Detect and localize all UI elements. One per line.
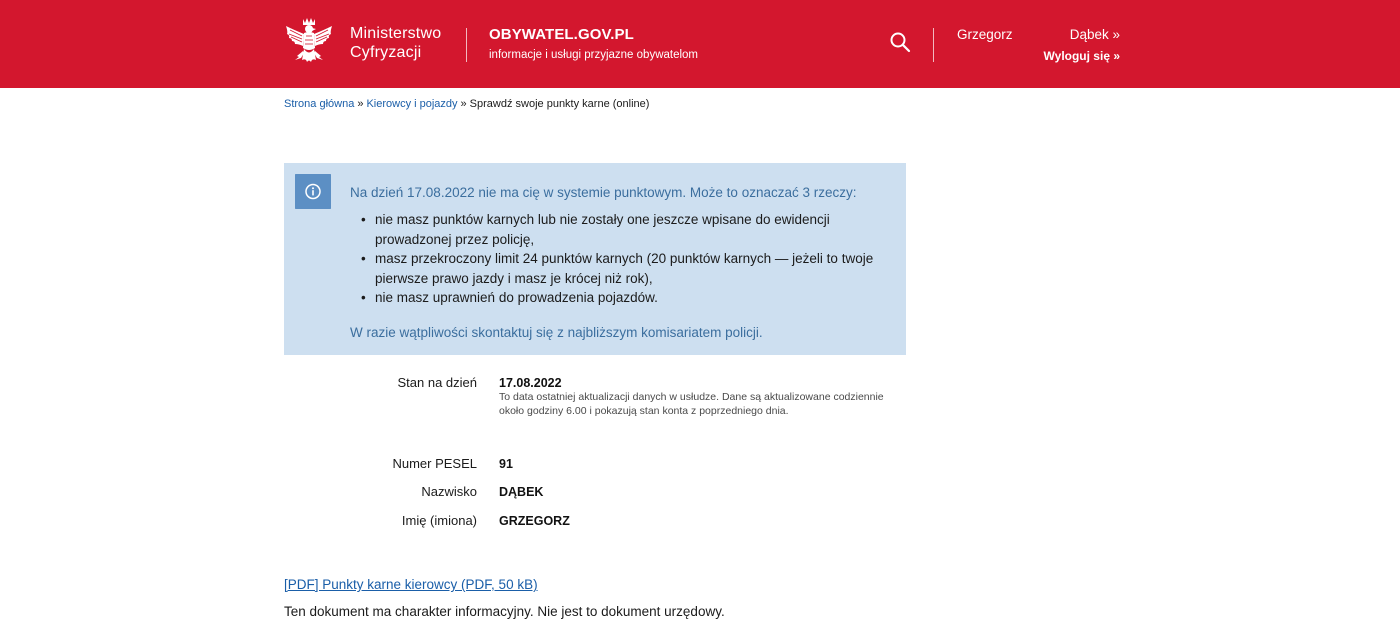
polish-eagle-logo[interactable] [284,16,334,70]
given-names-label: Imię (imiona) [401,513,477,528]
surname-label: Nazwisko [421,484,477,499]
status-date-value: 17.08.2022 [499,376,562,390]
info-icon [295,174,331,209]
portal-name: OBYWATEL.GOV.PL [489,26,634,43]
ministry-line2: Cyfryzacji [350,44,422,61]
user-first-name[interactable]: Grzegorz [957,27,1013,42]
info-list-item: • nie masz uprawnień do prowadzenia pojazdów. [375,288,875,308]
ministry-name[interactable] [350,24,441,62]
breadcrumb-separator: » [460,98,467,110]
document-disclaimer: Ten dokument ma charakter informacyjny. Nie jest to dokument urzędowy. [284,604,725,619]
given-names-value: GRZEGORZ [499,514,570,528]
pdf-download-link[interactable]: [PDF] Punkty karne kierowcy (PDF, 50 kB) [284,577,538,592]
header-divider [466,28,467,62]
portal-brand[interactable] [489,26,698,61]
portal-tagline: informacje i usługi przyjazne obywatelom [489,49,699,61]
info-footer-text: W razie wątpliwości skontaktuj się z najbliższym komisariatem policji. [350,325,763,340]
breadcrumb-home[interactable]: Strona główna [284,98,355,110]
info-list [375,210,875,308]
user-last-name-link[interactable]: Dąbek » [1069,27,1120,42]
status-date-note: To data ostatniej aktualizacji danych w usłudze. Dane są aktualizowane codziennie około godziny 6.00 i pokazują stan konta z poprzedniego dnia. [499,391,884,417]
pesel-value: 91 [499,457,513,471]
pesel-label: Numer PESEL [392,456,477,471]
breadcrumb-drivers-vehicles[interactable]: Kierowcy i pojazdy [366,98,458,110]
surname-value: DĄBEK [499,485,544,499]
info-box [284,163,906,355]
info-list-item: • nie masz punktów karnych lub nie zostały one jeszcze wpisane do ewidencji prowadzonej przez policję, [375,210,875,249]
status-date-label: Stan na dzień [397,375,477,390]
breadcrumb-separator: » [357,98,364,110]
info-list-item: • masz przekroczony limit 24 punktów karnych (20 punktów karnych — jeżeli to twoje pierwsze prawo jazdy i masz je krócej niż rok), [375,249,875,288]
breadcrumb [284,98,649,110]
logout-link[interactable]: Wyloguj się » [1043,49,1120,63]
breadcrumb-current: Sprawdź swoje punkty karne (online) [469,98,650,110]
header-divider [933,28,934,62]
top-header [0,0,1400,88]
info-lead-text: Na dzień 17.08.2022 nie ma cię w systemie punktowym. Może to oznaczać 3 rzeczy: [350,185,857,200]
ministry-line1: Ministerstwo [350,25,442,42]
search-icon[interactable] [889,31,911,53]
